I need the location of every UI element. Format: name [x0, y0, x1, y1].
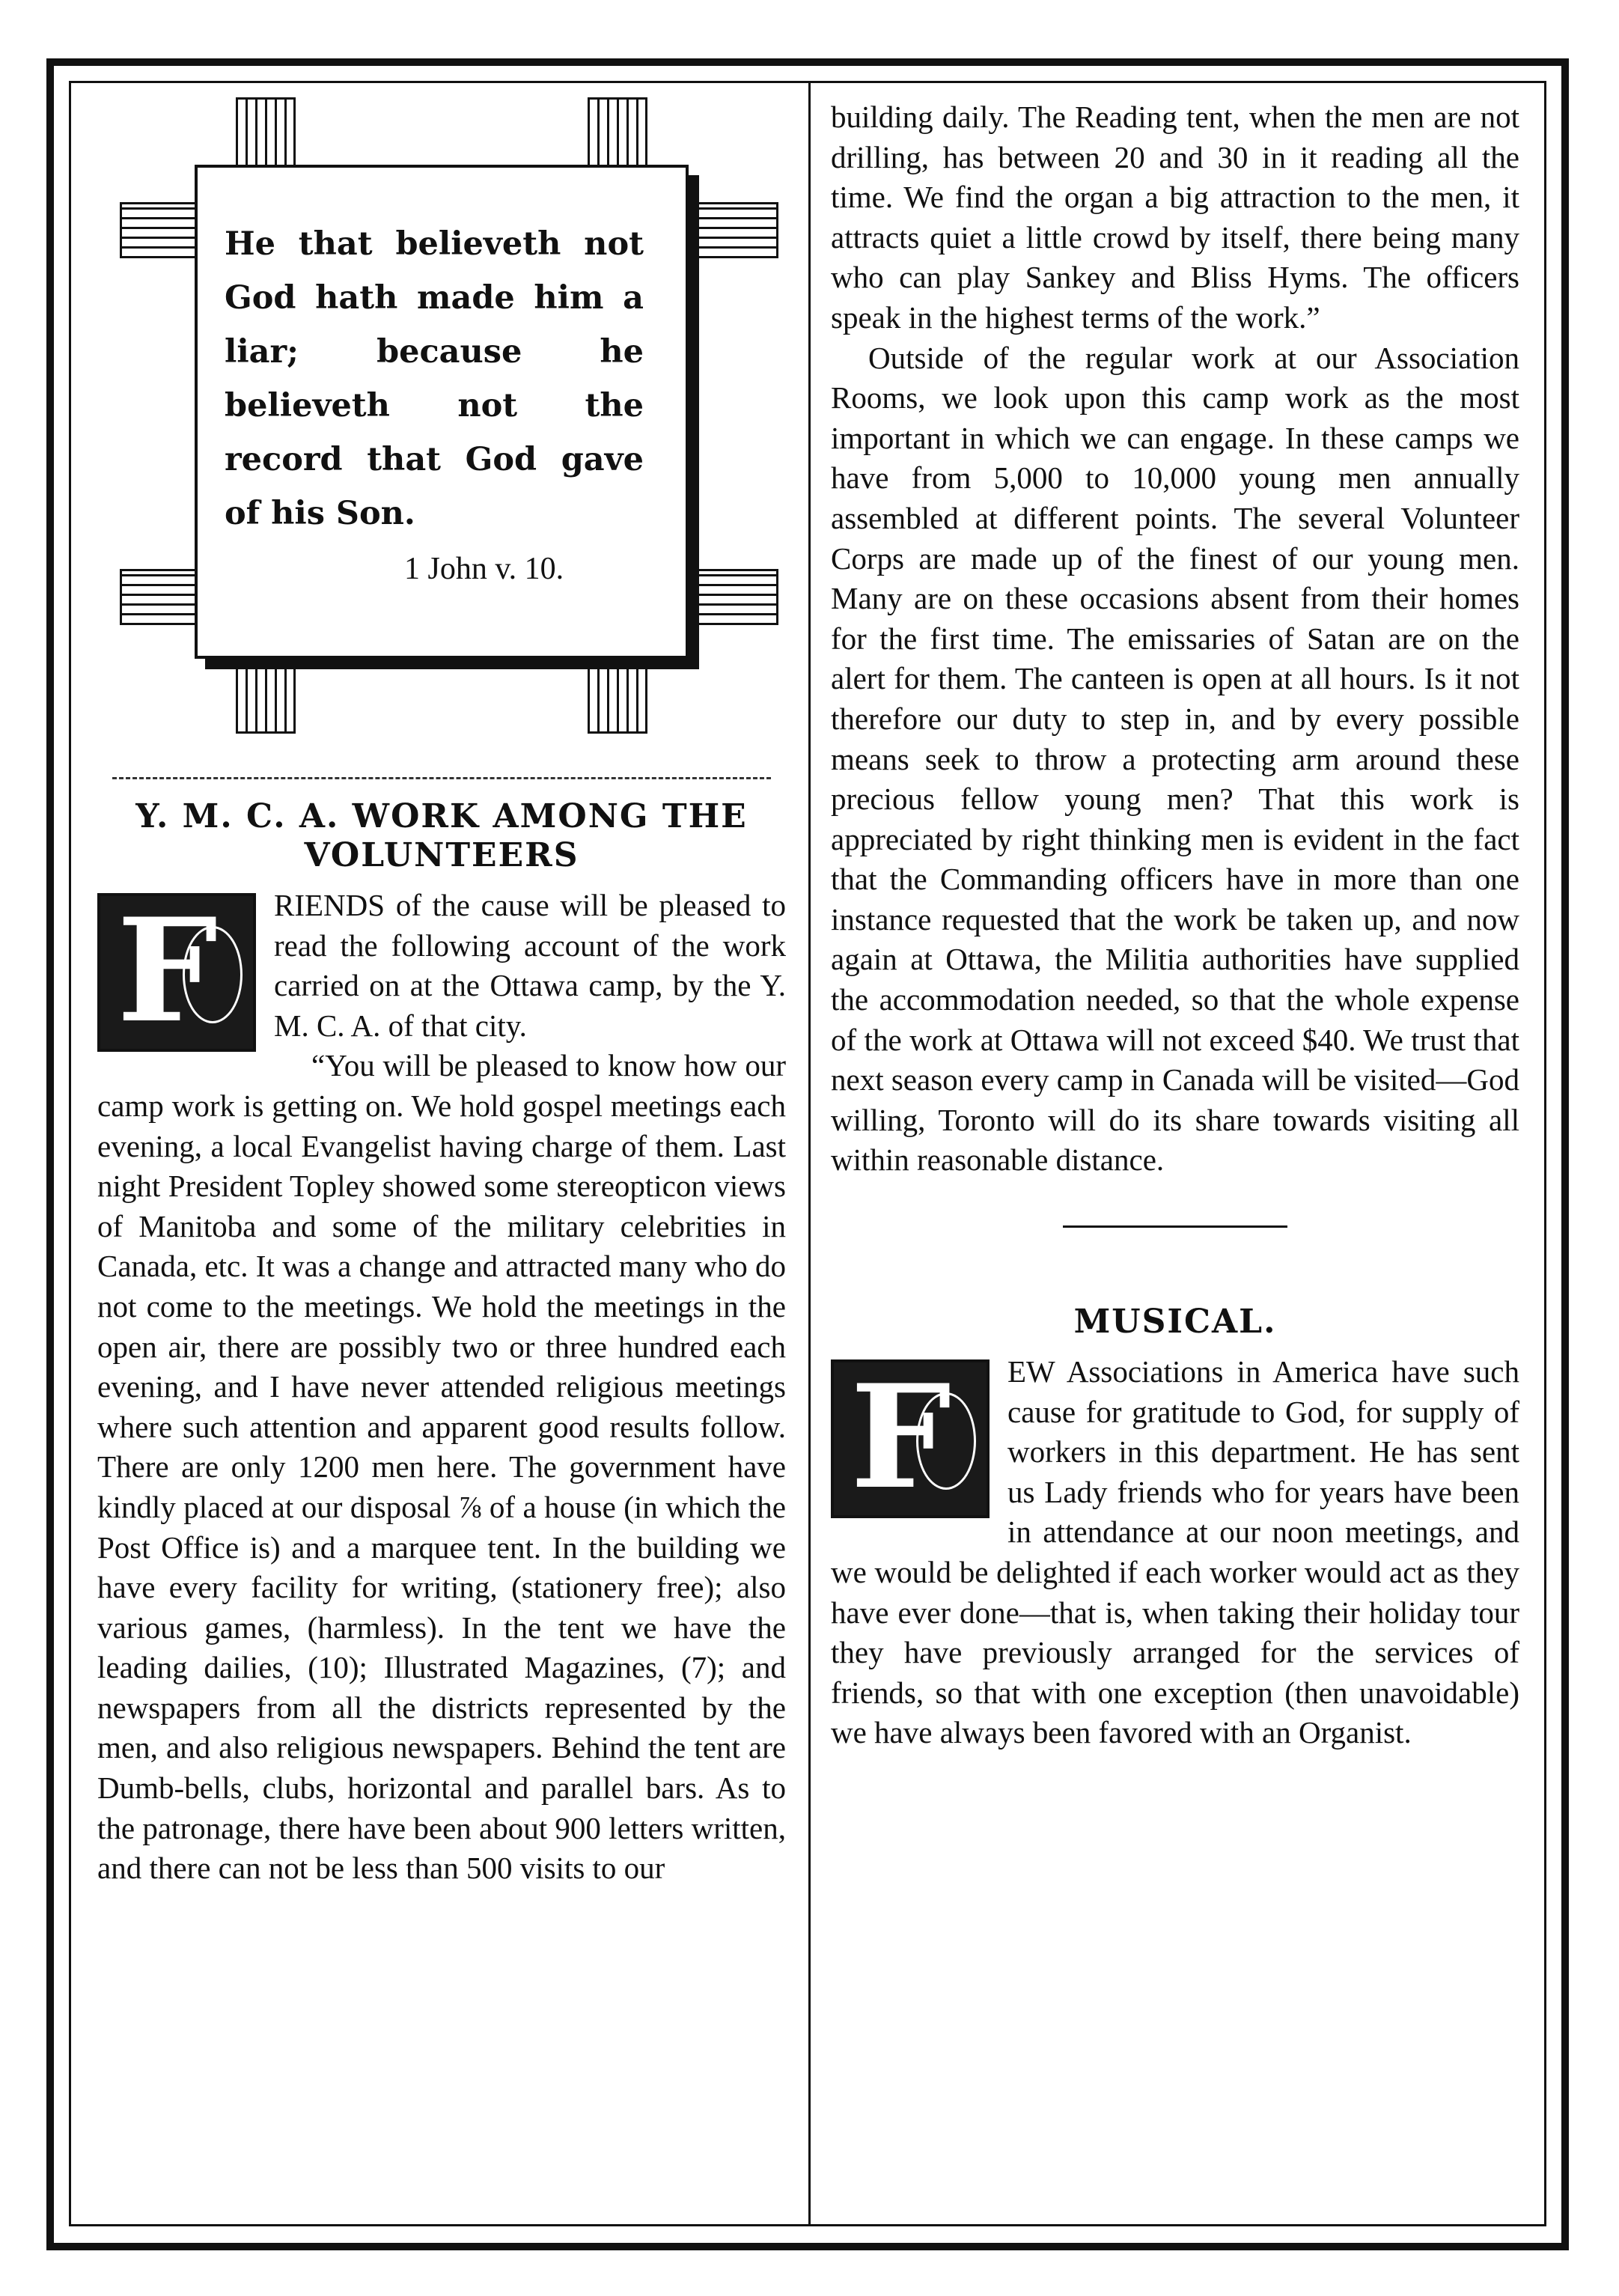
- floral-ornament-icon: [916, 1392, 976, 1490]
- section-divider: [112, 777, 771, 779]
- scripture-frame-illustration: [97, 97, 786, 756]
- article-heading-ymca: Y. M. C. A. WORK AMONG THE VOLUNTEERS: [135, 797, 748, 874]
- ymca-paragraph-3: building daily. The Reading tent, when the men are not drilling, has between 20 and 30 in it reading all the time. We find the organ a big attraction to the men, it attracts quiet a little crowd by itself, there being many who can play Sankey and Bliss Hyms. The officers speak in the highest terms of the work.”: [831, 100, 1519, 335]
- musical-paragraph-wrapper: [831, 1352, 1519, 1753]
- ymca-intro-paragraph: [97, 886, 786, 1054]
- plank-bottom-left: [236, 648, 296, 734]
- floral-ornament-icon: [183, 926, 243, 1023]
- section-divider-short: [1063, 1225, 1287, 1228]
- dropcap-f-ornament-musical: [831, 1353, 990, 1521]
- plank-left-top: [120, 202, 206, 258]
- article-heading-musical: MUSICAL.: [1073, 1303, 1277, 1342]
- ymca-paragraph-1: RIENDS of the cause will be pleased to read the following account of the work carried on at the Ottawa camp, by the Y. M. C. A. of that city.: [274, 888, 786, 1043]
- musical-paragraph-1: EW Associations in America have such cause for gratitude to God, for supply of workers in this department. He has sent us Lady friends who for years have been in attendance at our noon meetings, and we would be delighted if each worker would act as they have ever done—that is, when taking their holiday tour they have previously arranged for the services of friends, so that with one exception (then unavoidable) we have always been favored with an Organist.: [831, 1354, 1519, 1750]
- left-column: [97, 97, 786, 1889]
- ymca-paragraph-4: Outside of the regular work at our Association Rooms, we look upon this camp work as the most important in which we can engage. In these camps we have from 5,000 to 10,000 young men annually assembled at different points. The several Volunteer Corps are made up of the finest of our young men. Many are on these occasions absent from their homes for the first time. The emissaries of Satan are on the alert for them. The canteen is open at all hours. Is it not therefore our duty to step in, and by every possible means seek to throw a protecting arm around these precious fellow young men? That this work is appreciated by right thinking men is evident in the fact that the Commanding officers have in more than one instance requested that the work be taken up, and now again at Ottawa, the Militia authorities have supplied the accommodation needed, so that the whole expense of the work at Ottawa will not exceed $40. We trust that next season every camp in Canada will be visited—God willing, Toronto will do its share towards visiting all within reasonable distance.: [831, 340, 1519, 1178]
- scripture-verse: He that believeth not God hath made him a liar; because he believeth not the record that God gave of his Son.: [225, 225, 644, 532]
- dropcap-letter: F: [117, 887, 218, 1054]
- column-divider: [808, 81, 811, 2226]
- plank-right-top: [696, 202, 778, 258]
- right-column: [831, 97, 1519, 1753]
- dropcap-letter-musical: F: [850, 1353, 951, 1521]
- plank-left-bottom: [120, 569, 206, 625]
- ymca-paragraph-2: “You will be pleased to know how our camp work is getting on. We hold gospel meetings each evening, a local Evangelist having charge of them. Last night President Topley showed some stereopticon views of Manitoba and some of the military celebrities in Canada, etc. It was a change and attracted many who do not come to the meetings. We hold the meetings in the open air, there are possibly two or three hundred each evening, and I have never attended religious meetings where such attention and apparent good results follow. There are only 1200 men here. The government have kindly placed at our disposal ⅞ of a house (in which the Post Office is) and a marquee tent. In the building we have every facility for writing, (stationery free); also various games, (harmless). In the tent we have the leading dailies, (10); Illustrated Magazines, (7); and newspapers from all the districts represented by the men, and also religious newspapers. Behind the tent are Dumb-bells, clubs, horizontal and parallel bars. As to the patronage, there have been about 900 letters written, and there can not be less than 500 visits to our: [97, 1048, 786, 1886]
- dropcap-f-ornament: [97, 887, 256, 1054]
- scripture-reference: 1 John v. 10.: [404, 552, 564, 586]
- plank-right-bottom: [696, 569, 778, 625]
- plank-bottom-right: [588, 648, 647, 734]
